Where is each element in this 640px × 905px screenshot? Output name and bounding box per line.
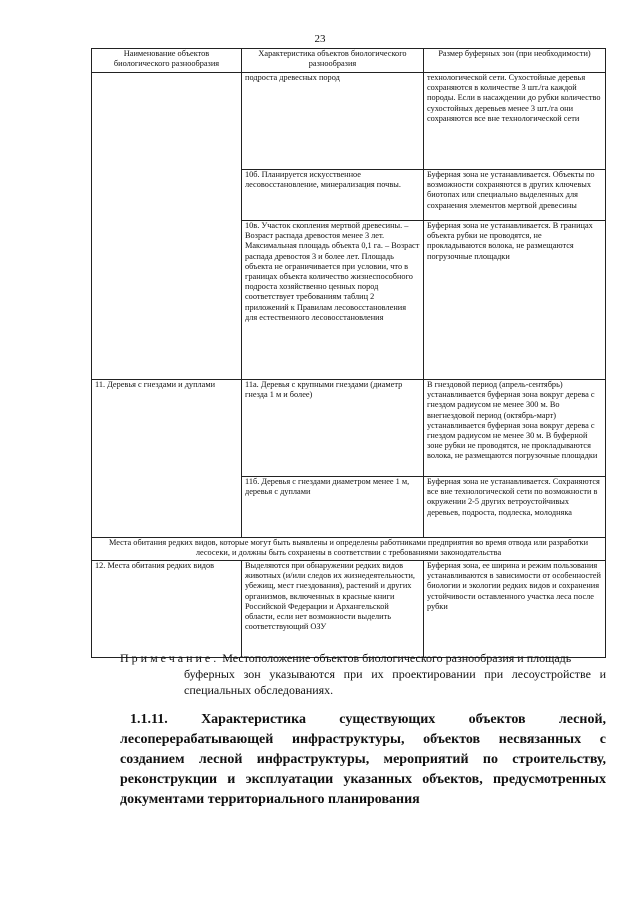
header-object-characteristic: Характеристика объектов биологического разнообразия — [242, 49, 424, 73]
table-cell-characteristic: 10в. Участок скопления мертвой древесины. – Возраст распада древостоя менее 3 лет. Максимальная площадь объекта 0,1 га. – Возраст распада древостоя 3 и более лет. Площадь объекта не ограничивается при условии, что в границах объекта количество жизнеспособного подроста хозяйственно ценных пород соответствует требованиям таблиц 2 приложений к Правилам лесовосстановления для естественного лесовосстановления — [242, 221, 424, 380]
header-buffer-zone-size: Размер буферных зон (при необходимости) — [424, 49, 606, 73]
table-cell-buffer: Буферная зона, ее ширина и режим пользования устанавливаются в зависимости от особенностей биологии и экологии редких видов и сохранения устойчивости оставленного участка леса после рубки — [424, 561, 606, 658]
note-text-rest: буферных зон указываются при их проектировании при лесоустройстве и специальных обследованиях. — [184, 667, 606, 697]
page-number: 23 — [314, 33, 326, 45]
biodiversity-table — [91, 48, 606, 658]
table-cell-buffer: Буферная зона не устанавливается. Сохраняются все вне технологической сети по возможности в окружении 2-5 других ветроустойчивых деревьев, подроста, подлеска, молодняка — [424, 477, 606, 538]
table-cell-object — [92, 73, 242, 380]
note-label: Примечание. — [120, 651, 220, 665]
table-cell-object: 12. Места обитания редких видов — [92, 561, 242, 658]
table-cell-characteristic: 11б. Деревья с гнездами диаметром менее 1 м, деревья с дуплами — [242, 477, 424, 538]
table-cell-buffer: Буферная зона не устанавливается. Объекты по возможности сохраняются в других ключевых биотопах или специально выделенных для сохранения элементов мертвой древесины — [424, 170, 606, 221]
table-cell-characteristic: 10б. Планируется искусственное лесовосстановление, минерализация почвы. — [242, 170, 424, 221]
table-row — [92, 73, 606, 170]
table-cell-characteristic: Выделяются при обнаружении редких видов животных (и/или следов их жизнедеятельности, убежищ, мест гнездования), растений и других организмов, включенных в красные книги Российской Федерации и Архангельской области, если нет возможности выделить соответствующий ОЗУ — [242, 561, 424, 658]
table-section-row — [92, 538, 606, 561]
table-note — [120, 650, 606, 698]
section-number: 1.1.11. — [130, 712, 168, 727]
section-title: Характеристика существующих объектов лесной, лесоперерабатывающей инфраструктуры, объектов несвязанных с созданием лесной инфраструктуры, мероприятий по строительству, реконструкции и эксплуатации указанных объектов, предусмотренных документами территориального планирования — [120, 712, 607, 807]
table-header-row — [92, 49, 606, 73]
section-heading — [120, 710, 606, 810]
table-row — [92, 380, 606, 477]
table-cell-buffer: Буферная зона не устанавливается. В границах объекта рубки не проводятся, не прокладываются волока, не размещаются погрузочные площадки — [424, 221, 606, 380]
note-text-first: Местоположение объектов биологического разнообразия и площадь — [222, 651, 572, 665]
table-cell-buffer: В гнездовой период (апрель-сентябрь) устанавливается буферная зона вокруг дерева с гнездом радиусом не менее 300 м. Во внегнездовой период (октябрь-март) устанавливается буферная зона вокруг дерева с гнездом радиусом не менее 30 м. В буферной зоне рубки не проводятся, не прокладываются волока, не размещаются погрузочные площадки — [424, 380, 606, 477]
table-cell-buffer: технологической сети. Сухостойные деревья сохраняются в количестве 3 шт./га каждой породы. Если в насаждении до рубки количество сухостойных деревьев менее 3 шт./га они сохраняются все вне технологической сети — [424, 73, 606, 170]
table-row — [92, 561, 606, 658]
table-cell-characteristic: подроста древесных пород — [242, 73, 424, 170]
header-object-name: Наименование объектов биологического разнообразия — [92, 49, 242, 73]
table-cell-object: 11. Деревья с гнездами и дуплами — [92, 380, 242, 538]
rare-species-banner: Места обитания редких видов, которые могут быть выявлены и определены работниками предприятия во время отвода или разработки лесосеки, и должны быть сохранены в соответствии с требованиями законодательства — [92, 538, 606, 561]
table-cell-characteristic: 11а. Деревья с крупными гнездами (диаметр гнезда 1 м и более) — [242, 380, 424, 477]
